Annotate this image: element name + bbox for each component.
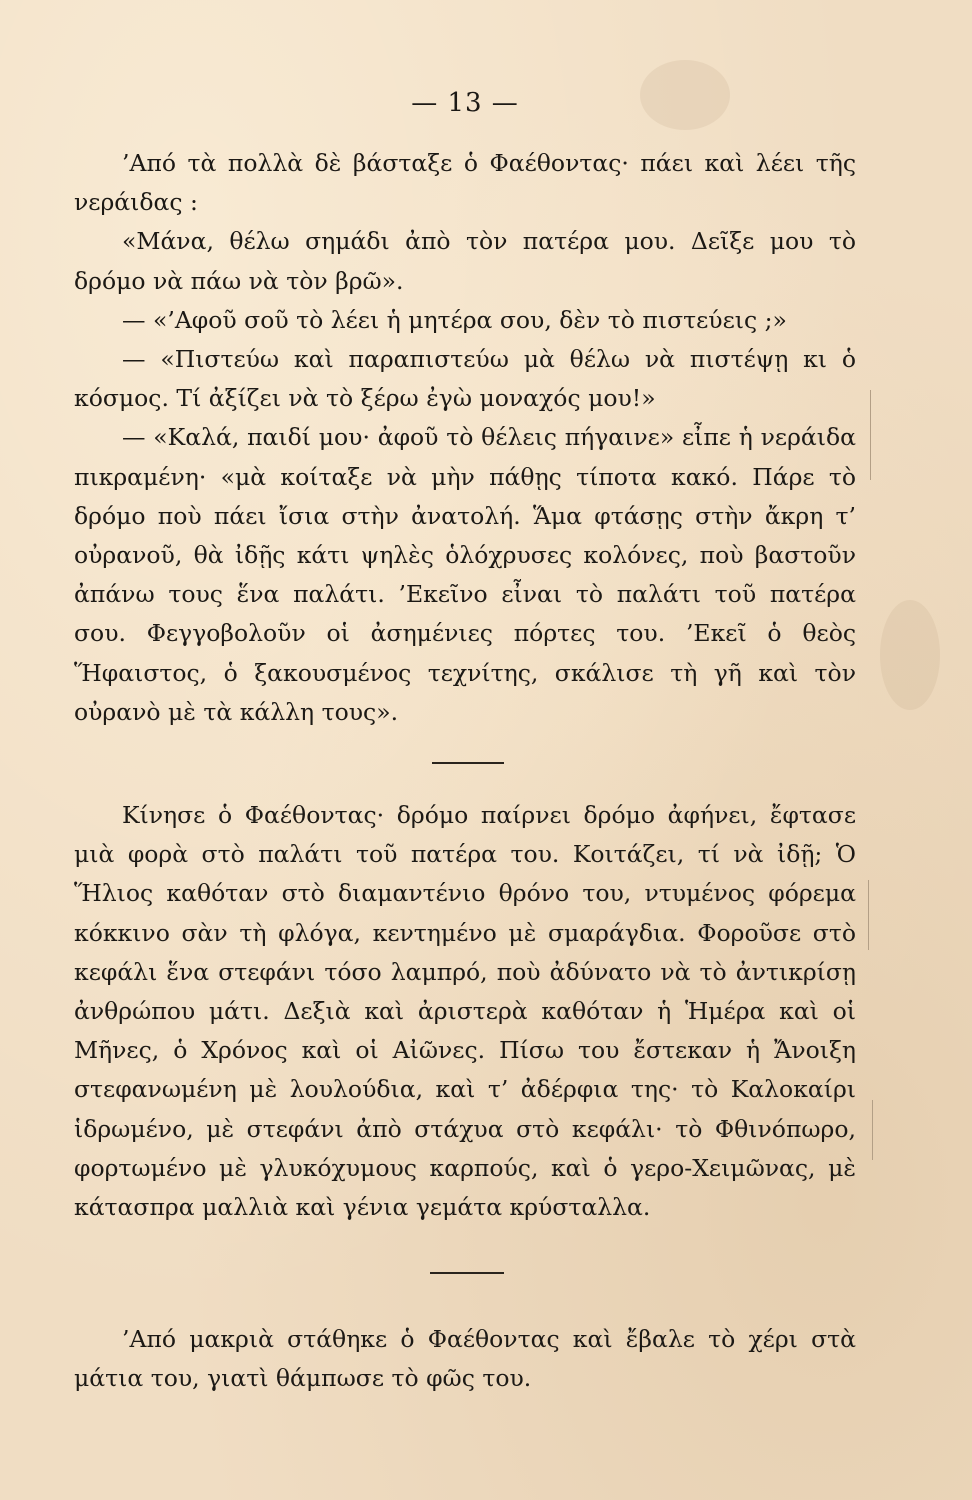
paragraph: — «’Αφοῦ σοῦ τὸ λέει ἡ μητέρα σου, δὲν τὸ πιστεύεις ;» [122,305,787,334]
section-3 [74,1320,856,1398]
paragraph: ’Από μακριὰ στάθηκε ὁ Φαέθοντας καὶ ἔβαλε τὸ χέρι στὰ μάτια του, γιατὶ θάμπωσε τὸ φῶς του. [74,1325,856,1393]
paragraph: Κίνησε ὁ Φαέθοντας· δρόμο παίρνει δρόμο ἀφήνει, ἔφτασε μιὰ φορὰ στὸ παλάτι τοῦ πατέρα του. Κοιτάζει, τί νὰ ἰδῇ; Ὁ Ἥλιος καθόταν στὸ διαμαντένιο θρόνο του, ντυμένος φόρεμα κόκκινο σὰν τὴ φλόγα, κεντημένο μὲ σμαράγδια. Φοροῦσε στὸ κεφάλι ἕνα στεφάνι τόσο λαμπρό, ποὺ ἀδύνατο νὰ τὸ ἀντικρίσῃ ἀνθρώπου μάτι. Δεξιὰ καὶ ἀριστερὰ καθόταν ἡ Ἡμέρα καὶ οἱ Μῆνες, ὁ Χρόνος καὶ οἱ Αἰῶνες. Πίσω του ἔστεκαν ἡ Ἄνοιξη στεφανωμένη μὲ λουλούδια, καὶ τ’ ἀδέρφια της· τὸ Καλοκαίρι ἱδρωμένο, μὲ στεφάνι ἀπὸ στάχυα στὸ κεφάλι· τὸ Φθινόπωρο, φορτωμένο μὲ γλυκόχυμους καρπούς, καὶ ὁ γερο-Χειμῶνας, μὲ κάτασπρα μαλλιὰ καὶ γένια γεμάτα κρύσταλλα. [74,801,856,1222]
paragraph: ’Από τὰ πολλὰ δὲ βάσταξε ὁ Φαέθοντας· πάει καὶ λέει τῆς νεράιδας : [74,149,856,217]
section-divider [432,762,504,764]
paper-stain [880,600,940,710]
page-edge-mark [872,1100,873,1160]
page-edge-mark [870,390,871,480]
paragraph: — «Καλά, παιδί μου· ἀφοῦ τὸ θέλεις πήγαινε» εἶπε ἡ νεράιδα πικραμένη· «μὰ κοίταξε νὰ μὴν πάθῃς τίποτα κακό. Πάρε τὸ δρόμο ποὺ πάει ἴσια στὴν ἀνατολή. Ἅμα φτάσῃς στὴν ἄκρη τ’ οὐρανοῦ, θὰ ἰδῇς κάτι ψηλὲς ὁλόχρυσες κολόνες, ποὺ βαστοῦν ἀπάνω τους ἕνα παλάτι. ’Εκεῖνο εἶναι τὸ παλάτι τοῦ πατέρα σου. Φεγγοβολοῦν οἱ ἀσημένιες πόρτες του. ’Εκεῖ ὁ θεὸς Ἥφαιστος, ὁ ξακουσμένος τεχνίτης, σκάλισε τὴ γῆ καὶ τὸν οὐρανὸ μὲ τὰ κάλλη τους». [74,423,856,726]
page-edge-mark [868,880,869,950]
page-number: — 13 — [411,88,519,118]
section-2 [74,796,856,1227]
paragraph: «Μάνα, θέλω σημάδι ἀπὸ τὸν πατέρα μου. Δεῖξε μου τὸ δρόμο νὰ πάω νὰ τὸν βρῶ». [74,227,856,295]
section-1 [74,144,856,732]
section-divider [430,1272,504,1274]
paragraph: — «Πιστεύω καὶ παραπιστεύω μὰ θέλω νὰ πιστέψῃ κι ὁ κόσμος. Τί ἀξίζει νὰ τὸ ξέρω ἐγὼ μοναχός μου!» [74,345,856,413]
